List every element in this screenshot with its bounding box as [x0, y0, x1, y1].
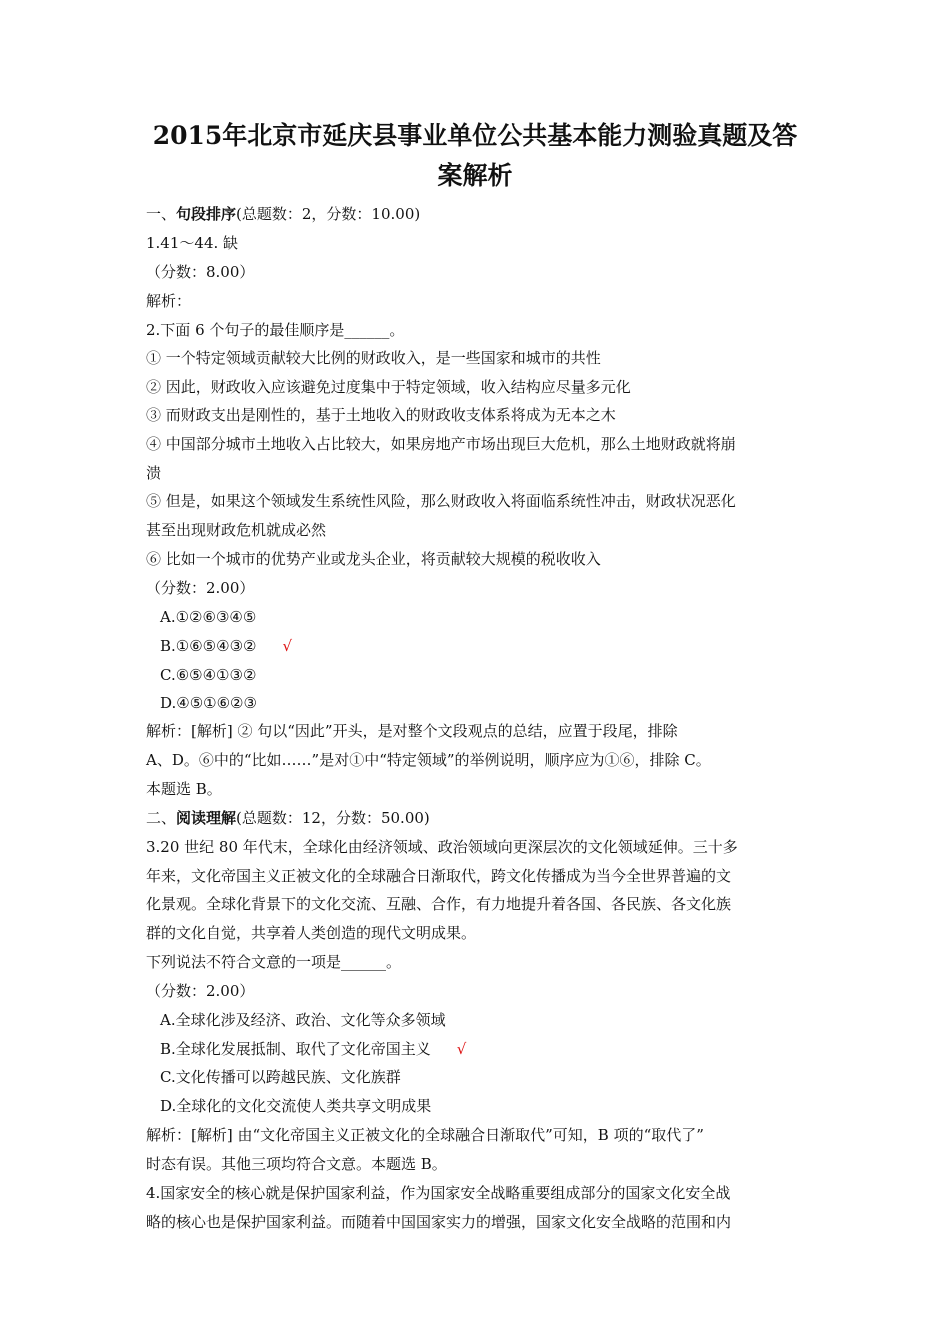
option-b-text: B.全球化发展抵制、取代了文化帝国主义 [160, 1040, 431, 1058]
question-2-option-b [160, 636, 820, 656]
question-3-passage-line-2: 年来，文化帝国主义正被文化的全球融合日渐取代，跨文化传播成为当今全世界普遍的文 [146, 867, 732, 885]
section-heading-1 [146, 204, 806, 224]
question-3-passage-line-4: 群的文化自觉，共享着人类创造的现代文明成果。 [146, 924, 477, 942]
sentence-5: ⑤ 但是，如果这个领域发生系统性风险，那么财政收入将面临系统性冲击，财政状况恶化 [146, 492, 736, 510]
question-3-question: 下列说法不符合文意的一项是______。 [146, 953, 402, 971]
section-prefix: 二、 [146, 809, 177, 827]
question-2-stem: 2.下面 6 个句子的最佳顺序是______。 [146, 321, 405, 339]
sentence-1: ① 一个特定领域贡献较大比例的财政收入，是一些国家和城市的共性 [146, 349, 601, 367]
question-1-score: （分数：8.00） [146, 263, 255, 281]
sentence-3: ③ 而财政支出是刚性的，基于土地收入的财政收支体系将成为无本之木 [146, 406, 616, 424]
question-2-analysis-line-2: A、D。⑥中的“比如……”是对①中“特定领域”的举例说明，顺序应为①⑥，排除 C。 [146, 751, 711, 769]
sentence-6: ⑥ 比如一个城市的优势产业或龙头企业，将贡献较大规模的税收收入 [146, 550, 601, 568]
question-3-passage-line-3: 化景观。全球化背景下的文化交流、互融、合作，有力地提升着各国、各民族、各文化族 [146, 895, 732, 913]
question-2-option-d: D.④⑤①⑥②③ [160, 694, 257, 712]
sentence-4-continued: 溃 [146, 464, 162, 482]
sentence-2: ② 因此，财政收入应该避免过度集中于特定领域，收入结构应尽量多元化 [146, 378, 631, 396]
section-name: 阅读理解 [176, 809, 237, 827]
sentence-5-continued: 甚至出现财政危机就成必然 [146, 521, 327, 539]
question-1-analysis: 解析： [146, 292, 192, 310]
question-3-passage: 3.20 世纪 80 年代末，全球化由经济领域、政治领域向更深层次的文化领域延伸。三十多 [146, 838, 738, 856]
option-b-text: B.①⑥⑤④③② [160, 637, 257, 655]
section-prefix: 一、 [146, 205, 177, 223]
section-heading-2 [146, 808, 806, 828]
section-name: 句段排序 [176, 205, 237, 223]
question-3-option-a: A.全球化涉及经济、政治、文化等众多领域 [160, 1011, 446, 1029]
question-3-analysis-line-2: 时态有误。其他三项均符合文意。本题选 B。 [146, 1155, 447, 1173]
question-3-option-c: C.文化传播可以跨越民族、文化族群 [160, 1068, 401, 1086]
question-4-passage: 4.国家安全的核心就是保护国家利益，作为国家安全战略重要组成部分的国家文化安全战 [146, 1184, 731, 1202]
question-3-option-b [160, 1039, 820, 1059]
section-meta: (总题数：12，分数：50.00) [236, 809, 430, 827]
question-3-analysis: 解析：[解析] 由“文化帝国主义正被文化的全球融合日渐取代”可知，B 项的“取代了” [146, 1126, 704, 1144]
correct-check-icon: √ [456, 1040, 467, 1058]
document-title-continued: 案解析 [437, 161, 513, 190]
question-3-score: （分数：2.00） [146, 982, 255, 1000]
section-meta: (总题数：2，分数：10.00) [236, 205, 421, 223]
correct-check-icon: √ [282, 637, 293, 655]
question-3-option-d: D.全球化的文化交流使人类共享文明成果 [160, 1097, 432, 1115]
sentence-4: ④ 中国部分城市土地收入占比较大，如果房地产市场出现巨大危机，那么土地财政就将崩 [146, 435, 736, 453]
question-1-stem: 1.41～44. 缺 [146, 234, 239, 252]
document-title: 2015年北京市延庆县事业单位公共基本能力测验真题及答 [152, 121, 798, 150]
question-4-passage-line-2: 略的核心也是保护国家利益。而随着中国国家实力的增强，国家文化安全战略的范围和内 [146, 1213, 732, 1231]
question-2-score: （分数：2.00） [146, 579, 255, 597]
question-2-analysis-line-3: 本题选 B。 [146, 780, 222, 798]
question-2-analysis: 解析：[解析] ② 句以“因此”开头，是对整个文段观点的总结，应置于段尾，排除 [146, 722, 678, 740]
question-2-option-c: C.⑥⑤④①③② [160, 666, 257, 684]
question-2-option-a: A.①②⑥③④⑤ [160, 608, 257, 626]
